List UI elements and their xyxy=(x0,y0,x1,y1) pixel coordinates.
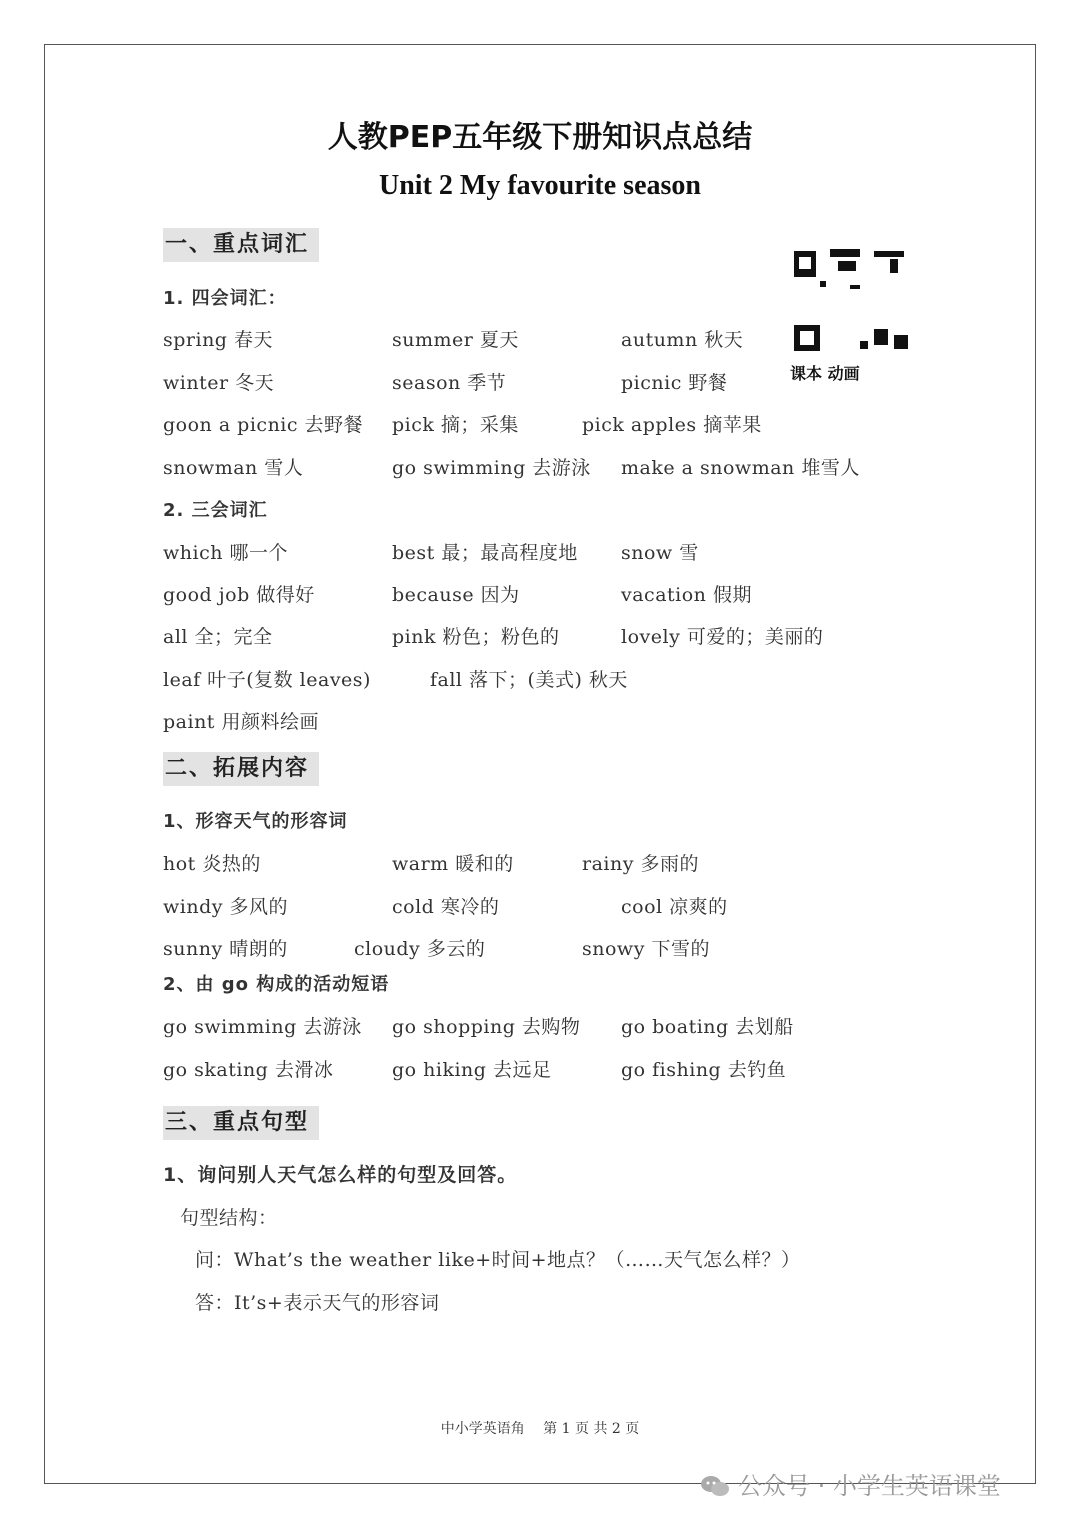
subheading-weather-adjectives: 1、形容天气的形容词 xyxy=(163,811,348,832)
weather-item: windy 多风的 xyxy=(163,896,289,918)
vocab-item: winter 冬天 xyxy=(163,372,275,394)
watermark-text: 公众号 · 小学生英语课堂 xyxy=(738,1472,1001,1500)
unit-title: Unit 2 My favourite season xyxy=(379,170,701,201)
vocab-item: picnic 野餐 xyxy=(621,372,728,394)
vocab-item: pick 摘；采集 xyxy=(392,414,519,436)
weather-item: cool 凉爽的 xyxy=(621,896,728,918)
vocab-item: make a snowman 堆雪人 xyxy=(621,457,860,479)
subheading-weather-question: 1、询问别人天气怎么样的句型及回答。 xyxy=(163,1164,518,1186)
phrase-item: go hiking 去远足 xyxy=(392,1059,552,1081)
vocab-item: all 全；完全 xyxy=(163,626,273,648)
document-title: 人教PEP五年级下册知识点总结 xyxy=(327,120,753,155)
weather-item: cold 寒冷的 xyxy=(392,896,500,918)
watermark xyxy=(700,1466,1001,1501)
vocab-item: summer 夏天 xyxy=(392,329,519,351)
vocab-item: pick apples 摘苹果 xyxy=(582,414,762,436)
weather-item: warm 暖和的 xyxy=(392,853,514,875)
weather-item: cloudy 多云的 xyxy=(354,938,486,960)
subheading-go-phrases: 2、由 go 构成的活动短语 xyxy=(163,974,390,995)
phrase-item: go boating 去划船 xyxy=(621,1016,794,1038)
question-pattern: 问：What’s the weather like+时间+地点？（……天气怎么样？） xyxy=(195,1249,801,1271)
phrase-item: go skating 去滑冰 xyxy=(163,1059,334,1081)
qr-code-icon xyxy=(790,245,912,355)
vocab-item: vacation 假期 xyxy=(621,584,752,606)
vocab-item: season 季节 xyxy=(392,372,507,394)
vocab-item: best 最；最高程度地 xyxy=(392,542,578,564)
qr-caption: 课本 动画 xyxy=(790,364,860,383)
vocab-item: leaf 叶子(复数 leaves) xyxy=(163,669,371,691)
vocab-item: lovely 可爱的；美丽的 xyxy=(621,626,824,648)
weather-item: rainy 多雨的 xyxy=(582,853,699,875)
weather-item: hot 炎热的 xyxy=(163,853,261,875)
section-heading-vocab: 一、重点词汇 xyxy=(163,228,319,262)
vocab-item: because 因为 xyxy=(392,584,520,606)
phrase-item: go shopping 去购物 xyxy=(392,1016,581,1038)
phrase-item: go swimming 去游泳 xyxy=(163,1016,362,1038)
weather-item: snowy 下雪的 xyxy=(582,938,710,960)
page-footer: 中小学英语角 第 1 页 共 2 页 xyxy=(440,1421,640,1437)
wechat-icon xyxy=(700,1475,730,1497)
vocab-item: which 哪一个 xyxy=(163,542,288,564)
phrase-item: go fishing 去钓鱼 xyxy=(621,1059,787,1081)
vocab-item: go swimming 去游泳 xyxy=(392,457,591,479)
section-heading-extension: 二、拓展内容 xyxy=(163,752,319,786)
vocab-item: fall 落下；(美式) 秋天 xyxy=(430,669,628,691)
vocab-item: spring 春天 xyxy=(163,329,274,351)
vocab-item: snow 雪 xyxy=(621,542,699,564)
vocab-item: paint 用颜料绘画 xyxy=(163,711,319,733)
vocab-item: goon a picnic 去野餐 xyxy=(163,414,364,436)
answer-pattern: 答：It’s+表示天气的形容词 xyxy=(195,1292,440,1314)
structure-label: 句型结构： xyxy=(180,1207,278,1229)
vocab-item: snowman 雪人 xyxy=(163,457,304,479)
vocab-item: good job 做得好 xyxy=(163,584,315,606)
subheading-three-skill: 2. 三会词汇 xyxy=(163,500,268,521)
qr-code[interactable] xyxy=(790,245,912,383)
vocab-item: autumn 秋天 xyxy=(621,329,744,351)
section-heading-sentences: 三、重点句型 xyxy=(163,1106,319,1140)
subheading-four-skill: 1. 四会词汇： xyxy=(163,288,287,309)
vocab-item: pink 粉色；粉色的 xyxy=(392,626,560,648)
weather-item: sunny 晴朗的 xyxy=(163,938,288,960)
